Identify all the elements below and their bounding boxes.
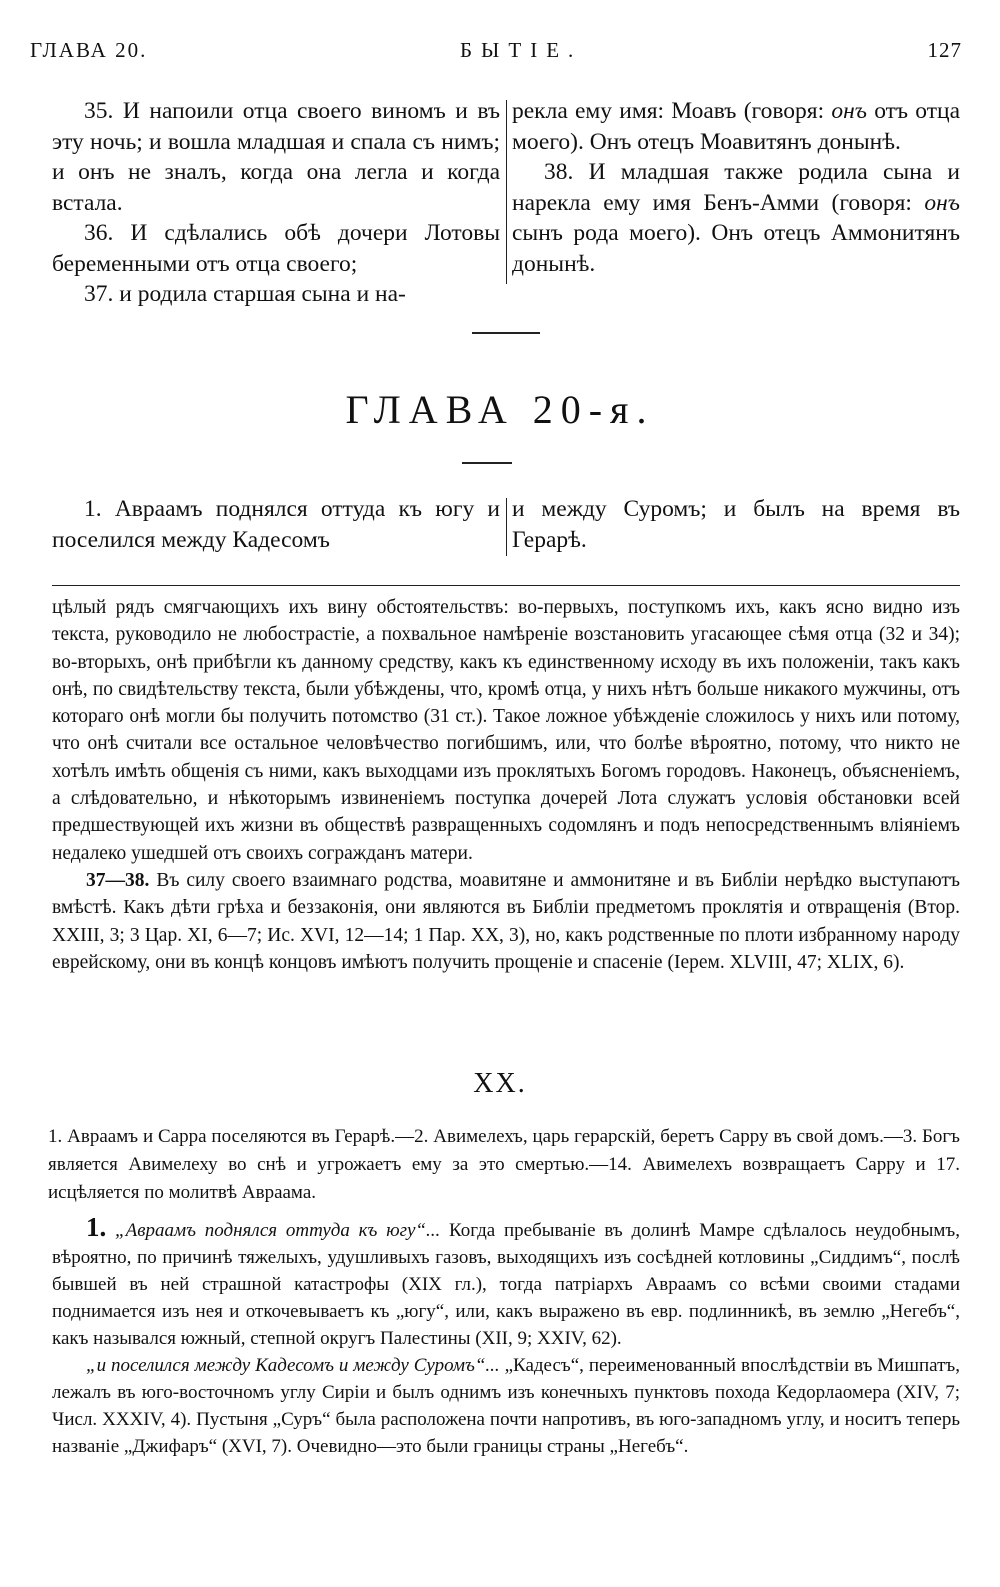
chapter-verse-right: и между Суромъ; и былъ на время въ Герарѣ. bbox=[512, 496, 960, 553]
column-divider bbox=[506, 100, 507, 284]
chapter-verse-left: 1. Авраамъ поднялся оттуда къ югу и поселился между Кадесомъ bbox=[52, 496, 500, 553]
top-verses bbox=[52, 96, 961, 307]
commentary-paragraph-2: 37—38. Въ силу своего взаимнаго родства, моавитяне и аммонитяне и въ Библіи нерѣдко выступаютъ вмѣстѣ. Какъ дѣти грѣха и беззаконія, они являются въ Библіи предметомъ проклятія и отвращенія (Втор. XXIII, 3; 3 Цар. XI, 6—7; Ис. XVI, 12—14; 1 Пар. XX, 3), но, какъ родственные по плоти избранному народу еврейскому, они въ концѣ концовъ имѣютъ получить прощеніе и спасеніе (Іерем. XLVIII, 47; XLIX, 6). bbox=[52, 869, 960, 973]
chapter-verse-divider bbox=[506, 498, 507, 556]
text-commentary-separator bbox=[52, 585, 960, 586]
running-head bbox=[30, 38, 962, 68]
verse-38: 38. И младшая также родила сына и нарекла ему имя Бенъ-Амми (говоря: онъ сынъ рода моего). Онъ отецъ Аммонитянъ донынѣ. bbox=[512, 159, 960, 277]
note-1: 1. „Авраамъ поднялся оттуда къ югу“... Когда пребываніе въ долинѣ Мамре сдѣлалось неудобнымъ, вѣроятно, по причинѣ тяжелыхъ, удушливыхъ газовъ, выходящихъ изъ сосѣдней котловины „Сиддимъ“, послѣ бывшей въ ней страшной катастрофы (XIX гл.), тогда патріархъ Авраамъ со всѣми своими стадами поднимается изъ нея и откочевываетъ къ „югу“, или, какъ выражено въ евр. подлинникѣ, въ землю „Негебъ“, какъ назывался южный, степной округъ Палестины (XII, 9; XXIV, 62). bbox=[52, 1212, 961, 1349]
top-verses-right-column bbox=[512, 96, 960, 279]
running-head-chapter: ГЛАВА 20. bbox=[30, 38, 148, 62]
note-2: „и поселился между Кадесомъ и между Суромъ“... „Кадесъ“, переименованный впослѣдствіи въ Мишпатъ, лежалъ въ юго-восточномъ углу Сиріи и былъ однимъ изъ конечныхъ пунктовъ похода Кедорлаомера (XIV, 7; Числ. XXXIV, 4). Пустыня „Суръ“ была расположена почти напротивъ, въ юго-западномъ углу, и носитъ теперь названіе „Джифаръ“ (XVI, 7). Очевидно—это были границы страны „Негебъ“. bbox=[52, 1355, 960, 1457]
running-head-book: БЫТІЕ. bbox=[460, 38, 583, 62]
chapter-title: ГЛАВА 20-я. bbox=[345, 387, 655, 432]
verse-37-continued: рекла ему имя: Моавъ (говоря: онъ отъ отца моего). Онъ отецъ Моавитянъ донынѣ. bbox=[512, 98, 961, 155]
chapter-summary bbox=[48, 1123, 960, 1207]
commentary-paragraph-1: цѣлый рядъ смягчающихъ ихъ вину обстоятельствъ: во-первыхъ, поступкомъ ихъ, какъ ясно видно изъ текста, руководило не любострастіе, а похвальное намѣреніе возстановить угасающее сѣмя отца (32 и 34); во-вторыхъ, онѣ прибѣгли къ данному средству, какъ къ единственному исходу въ ихъ положеніи, такъ какъ онѣ, по свидѣтельству текста, были убѣждены, что, кромѣ отца, у нихъ нѣтъ больше никакого мужчины, отъ котораго онѣ могли бы получить потомство (31 ст.). Такое ложное убѣжденіе сложилось у нихъ или потому, что онѣ считали все остальное человѣчество погибшимъ, или, что болѣе вѣроятно, потому, что никто не хотѣлъ имѣть общенія съ ними, какъ выходцами изъ проклятыхъ Богомъ городовъ. Наконецъ, объясненіемъ, а слѣдовательно, и нѣкоторымъ извиненіемъ поступка дочерей Лота служатъ условія обстановки всей предшествующей ихъ жизни въ обществѣ развращенныхъ содомлянъ и подъ непосредственнымъ вліяніемъ недалеко ушедшей отъ своихъ согражданъ матери. bbox=[52, 597, 960, 864]
commentary bbox=[52, 594, 960, 976]
top-verses-left-column bbox=[52, 96, 500, 310]
verse-35: 35. И напоили отца своего виномъ и въ эту ночь; и вошла младшая и спала съ нимъ; и онъ не зналъ, когда она легла и когда встала. bbox=[52, 98, 500, 216]
verse-37: 37. и родила старшая сына и на- bbox=[84, 281, 406, 307]
commentary-verse-ref: 37—38. bbox=[86, 869, 150, 891]
section-number: XX. bbox=[473, 1068, 527, 1099]
title-rule-top bbox=[472, 332, 540, 334]
summary-text: 1. Авраамъ и Сарра поселяются въ Герарѣ.—2. Авимелехъ, царь герарскій, беретъ Сарру въ свой домъ.—3. Богъ является Авимелеху во снѣ и угрожаетъ ему за это смертью.—14. Авимелехъ возвращаетъ Сарру и 17. исцѣляется по молитвѣ Авраама. bbox=[48, 1126, 960, 1203]
chapter-verse bbox=[52, 494, 960, 558]
notes bbox=[52, 1214, 960, 1460]
verse-36: 36. И сдѣлались обѣ дочери Лотовы беременными отъ отца своего; bbox=[52, 220, 500, 277]
title-rule-bottom bbox=[462, 462, 512, 464]
page-number: 127 bbox=[927, 38, 962, 62]
